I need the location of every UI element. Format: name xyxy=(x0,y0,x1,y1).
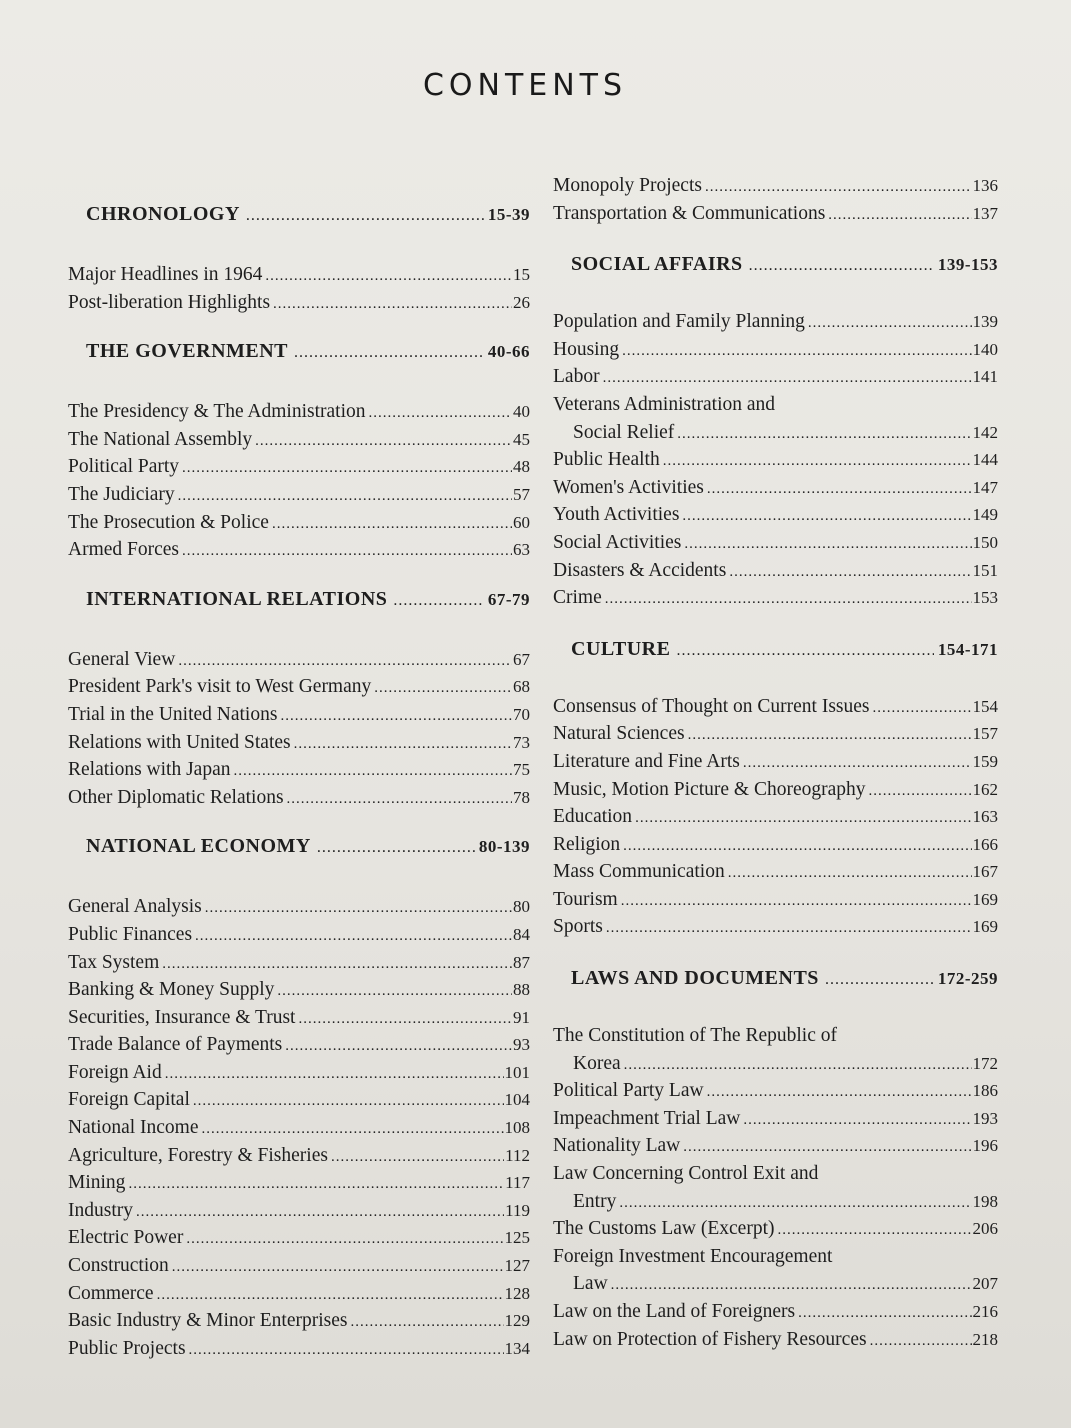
entry-page: 101 xyxy=(504,1062,530,1082)
toc-entry[interactable] xyxy=(553,1326,998,1354)
leader-dots xyxy=(619,1190,971,1218)
leader-dots xyxy=(707,476,972,504)
toc-entry[interactable] xyxy=(68,1224,530,1252)
toc-entry[interactable] xyxy=(68,1280,530,1308)
toc-section xyxy=(553,250,998,612)
leader-dots xyxy=(157,1282,504,1310)
entry-label: Veterans Administration and xyxy=(553,393,776,415)
entry-page: 57 xyxy=(513,484,530,504)
leader-dots xyxy=(743,750,972,778)
entry-list xyxy=(68,398,530,564)
toc-entry[interactable] xyxy=(553,886,998,914)
toc-entry[interactable] xyxy=(553,720,998,748)
leader-dots xyxy=(635,805,971,833)
leader-dots xyxy=(273,291,512,319)
toc-entry[interactable] xyxy=(553,913,998,941)
entry-label: Post-liberation Highlights xyxy=(68,291,271,313)
toc-entry[interactable] xyxy=(68,1086,530,1114)
entry-list xyxy=(68,261,530,316)
entry-page: 88 xyxy=(513,980,530,1000)
entry-label: Sports xyxy=(553,916,603,938)
leader-dots xyxy=(705,174,972,202)
page-title: CONTENTS xyxy=(422,68,628,103)
toc-section xyxy=(553,964,998,1353)
entry-continuation xyxy=(553,1270,998,1298)
leader-dots xyxy=(233,758,512,786)
entry-page: 198 xyxy=(972,1191,998,1211)
entry-page: 129 xyxy=(504,1311,530,1331)
leader-dots xyxy=(369,400,512,428)
entry-page: 218 xyxy=(972,1329,998,1349)
leader-dots xyxy=(128,1171,504,1199)
entry-label: Disasters & Accidents xyxy=(553,559,727,581)
entry-page: 163 xyxy=(972,807,998,827)
leader-dots xyxy=(178,483,512,511)
entry-page: 63 xyxy=(513,540,530,560)
toc-entry[interactable] xyxy=(68,756,530,784)
entry-label: Nationality Law xyxy=(553,1135,681,1157)
leader-dots xyxy=(624,1052,972,1080)
toc-entry[interactable] xyxy=(68,1197,530,1225)
entry-page: 139 xyxy=(972,312,998,332)
section-heading[interactable] xyxy=(553,250,998,278)
leader-dots xyxy=(317,834,475,862)
entry-label: Banking & Money Supply xyxy=(68,979,275,1001)
section-pages: 67-79 xyxy=(487,589,530,609)
toc-entry[interactable] xyxy=(68,729,530,757)
entry-page: 144 xyxy=(972,450,998,470)
entry-label: Population and Family Planning xyxy=(553,311,805,333)
toc-entry[interactable] xyxy=(553,858,998,886)
entry-page: 154 xyxy=(972,696,998,716)
section-heading[interactable] xyxy=(68,200,530,228)
entry-label: Basic Industry & Minor Enterprises xyxy=(68,1310,348,1332)
leader-dots xyxy=(202,1116,504,1144)
entry-label: General View xyxy=(68,648,176,670)
toc-entry[interactable] xyxy=(68,1114,530,1142)
leader-dots xyxy=(749,252,934,280)
entry-label: Foreign Aid xyxy=(68,1061,162,1083)
entry-label: Industry xyxy=(68,1199,133,1221)
entry-page: 67 xyxy=(513,649,530,669)
entry-page: 48 xyxy=(513,457,530,477)
entry-page: 172 xyxy=(972,1053,998,1073)
entry-page: 159 xyxy=(972,751,998,771)
entry-label: Foreign Investment Encouragement xyxy=(553,1245,833,1267)
toc-entry[interactable] xyxy=(68,481,530,509)
toc-entry[interactable] xyxy=(553,831,998,859)
entry-page: 75 xyxy=(513,760,530,780)
entry-label: Literature and Fine Arts xyxy=(553,750,740,772)
entry-page: 93 xyxy=(513,1035,530,1055)
entry-page: 128 xyxy=(504,1283,530,1303)
toc-entry[interactable] xyxy=(553,1022,998,1077)
section-pages: 139-153 xyxy=(937,255,998,275)
section-pages: 172-259 xyxy=(937,969,998,989)
leader-dots xyxy=(707,1079,972,1107)
toc-entry[interactable] xyxy=(68,289,530,317)
entry-label: Youth Activities xyxy=(553,504,680,526)
leader-dots xyxy=(621,888,972,916)
entry-page: 147 xyxy=(972,477,998,497)
leader-dots xyxy=(294,731,512,759)
entry-list xyxy=(68,646,530,812)
leader-dots xyxy=(265,263,512,291)
entry-label: Tourism xyxy=(553,888,618,910)
toc-entry[interactable] xyxy=(553,474,998,502)
leader-dots xyxy=(869,778,972,806)
entry-label: Social Activities xyxy=(553,531,682,553)
entry-page: 68 xyxy=(513,677,530,697)
entry-label: The Judiciary xyxy=(68,483,175,505)
toc-entry[interactable] xyxy=(553,1243,998,1298)
entry-label: The Customs Law (Excerpt) xyxy=(553,1218,775,1240)
leader-dots xyxy=(777,1217,971,1245)
toc-section xyxy=(553,635,998,941)
leader-dots xyxy=(178,648,512,676)
entry-label: Consensus of Thought on Current Issues xyxy=(553,695,870,717)
section-heading[interactable] xyxy=(553,635,998,663)
leader-dots xyxy=(280,703,512,731)
entry-label: General Analysis xyxy=(68,896,202,918)
leader-dots xyxy=(298,1006,512,1034)
toc-entry[interactable] xyxy=(68,893,530,921)
leader-dots xyxy=(828,202,971,230)
entry-label: Impeachment Trial Law xyxy=(553,1107,741,1129)
leader-dots xyxy=(182,538,512,566)
leader-dots xyxy=(676,637,933,665)
leader-dots xyxy=(682,503,971,531)
toc-entry[interactable] xyxy=(553,336,998,364)
entry-label: Tax System xyxy=(68,951,160,973)
entry-label-cont: Korea xyxy=(573,1052,621,1074)
entry-label: National Income xyxy=(68,1117,199,1139)
entry-label: Construction xyxy=(68,1255,169,1277)
section-heading[interactable] xyxy=(68,832,530,860)
entry-page: 193 xyxy=(972,1108,998,1128)
leader-dots xyxy=(605,586,972,614)
toc-entry[interactable] xyxy=(68,453,530,481)
entry-label: Securities, Insurance & Trust xyxy=(68,1006,296,1028)
leader-dots xyxy=(622,338,971,366)
toc-entry[interactable] xyxy=(553,1160,998,1215)
entry-label: Labor xyxy=(553,366,600,388)
entry-page: 157 xyxy=(972,724,998,744)
leader-dots xyxy=(172,1254,504,1282)
leader-dots xyxy=(165,1061,504,1089)
entry-page: 169 xyxy=(972,889,998,909)
entry-page: 78 xyxy=(513,787,530,807)
entry-label: Mining xyxy=(68,1172,126,1194)
entry-label: The National Assembly xyxy=(68,428,253,450)
entry-label: President Park's visit to West Germany xyxy=(68,676,372,698)
entry-label: Law on the Land of Foreigners xyxy=(553,1301,796,1322)
toc-entry[interactable] xyxy=(68,976,530,1004)
entry-page: 15 xyxy=(513,265,530,284)
entry-label: Political Party xyxy=(68,456,180,478)
entry-label-cont: Entry xyxy=(573,1190,617,1212)
entry-label: Other Diplomatic Relations xyxy=(68,786,284,808)
leader-dots xyxy=(677,421,971,449)
leader-dots xyxy=(684,531,971,559)
entry-list-continued xyxy=(553,172,998,227)
toc-entry[interactable] xyxy=(553,803,998,831)
entry-label: Trial in the United Nations xyxy=(68,703,278,725)
leader-dots xyxy=(603,365,972,393)
entry-label-cont: Social Relief xyxy=(573,421,675,443)
toc-entry[interactable] xyxy=(553,446,998,474)
entry-page: 142 xyxy=(972,422,998,442)
entry-page: 87 xyxy=(513,952,530,972)
toc-entry[interactable] xyxy=(68,646,530,674)
toc-entry[interactable] xyxy=(553,501,998,529)
leader-dots xyxy=(255,428,512,456)
entry-label: The Constitution of The Republic of xyxy=(553,1025,837,1047)
entry-page: 150 xyxy=(972,532,998,552)
entry-label: Commerce xyxy=(68,1282,154,1304)
entry-label: Political Party Law xyxy=(553,1080,704,1102)
toc-entry[interactable] xyxy=(553,391,998,446)
entry-label: Armed Forces xyxy=(68,539,180,561)
leader-dots xyxy=(331,1144,504,1172)
entry-page: 196 xyxy=(972,1136,998,1156)
entry-page: 140 xyxy=(972,339,998,359)
entry-list xyxy=(68,893,530,1362)
entry-label: Relations with United States xyxy=(68,731,291,753)
leader-dots xyxy=(285,1033,512,1061)
entry-label: The Presidency & The Administration xyxy=(68,401,366,423)
entry-list xyxy=(553,693,998,941)
toc-section xyxy=(68,832,530,1362)
entry-page: 186 xyxy=(972,1081,998,1101)
toc-entry[interactable] xyxy=(68,1307,530,1335)
toc-entry[interactable] xyxy=(68,921,530,949)
entry-page: 141 xyxy=(972,367,998,387)
entry-label: Public Projects xyxy=(68,1337,186,1359)
entry-list xyxy=(553,1022,998,1353)
entry-page: 45 xyxy=(513,429,530,449)
toc-entry[interactable] xyxy=(68,509,530,537)
leader-dots xyxy=(189,1337,504,1365)
left-column xyxy=(68,200,530,1362)
leader-dots xyxy=(287,786,512,814)
toc-entry[interactable] xyxy=(68,426,530,454)
toc-entry[interactable] xyxy=(553,776,998,804)
entry-page: 216 xyxy=(972,1302,998,1321)
toc-entry[interactable] xyxy=(68,1004,530,1032)
leader-dots xyxy=(374,675,512,703)
entry-label: Relations with Japan xyxy=(68,759,231,781)
toc-entry[interactable] xyxy=(68,1059,530,1087)
entry-label: Electric Power xyxy=(68,1227,184,1249)
leader-dots xyxy=(136,1199,504,1227)
right-column xyxy=(553,172,998,1353)
section-title: CULTURE xyxy=(571,637,671,660)
entry-label: Transportation & Communications xyxy=(553,202,826,224)
entry-page: 127 xyxy=(504,1256,530,1276)
toc-entry[interactable] xyxy=(553,693,998,721)
toc-entry[interactable] xyxy=(553,308,998,336)
entry-page: 149 xyxy=(972,505,998,525)
toc-entry[interactable] xyxy=(68,673,530,701)
toc-entry[interactable] xyxy=(68,261,530,289)
entry-continuation xyxy=(553,1188,998,1216)
toc-entry[interactable] xyxy=(68,1335,530,1363)
toc-entry[interactable] xyxy=(68,1142,530,1170)
leader-dots xyxy=(743,1107,971,1135)
leader-dots xyxy=(873,695,972,723)
leader-dots xyxy=(663,448,972,476)
entry-label: Natural Sciences xyxy=(553,723,685,745)
entry-label-cont: Law xyxy=(573,1273,608,1295)
entry-label: Education xyxy=(553,806,633,828)
entry-page: 167 xyxy=(972,862,998,882)
entry-page: 162 xyxy=(972,779,998,799)
section-title: SOCIAL AFFAIRS xyxy=(571,253,743,276)
toc-entry[interactable] xyxy=(68,949,530,977)
entry-label: Religion xyxy=(553,833,621,855)
toc-section xyxy=(68,337,530,564)
entry-label: Crime xyxy=(553,587,602,609)
leader-dots xyxy=(808,310,972,338)
toc-entry[interactable] xyxy=(68,1252,530,1280)
leader-dots xyxy=(193,1088,504,1116)
entry-label: Law Concerning Control Exit and xyxy=(553,1163,819,1185)
entry-page: 119 xyxy=(505,1200,530,1220)
entry-page: 153 xyxy=(972,588,998,608)
entry-page: 84 xyxy=(513,924,530,944)
leader-dots xyxy=(186,1226,503,1254)
toc-entry[interactable] xyxy=(553,1215,998,1243)
leader-dots xyxy=(606,915,972,943)
entry-page: 91 xyxy=(513,1007,530,1027)
toc-section xyxy=(68,585,530,812)
section-title: THE GOVERNMENT xyxy=(86,340,289,363)
leader-dots xyxy=(272,511,512,539)
entry-page: 70 xyxy=(513,704,530,724)
entry-page: 206 xyxy=(972,1219,998,1239)
section-pages: 15-39 xyxy=(487,205,530,224)
entry-page: 136 xyxy=(972,176,998,195)
entry-page: 169 xyxy=(972,917,998,937)
entry-label: Mass Communication xyxy=(553,861,725,883)
section-pages: 80-139 xyxy=(478,837,530,857)
section-title: LAWS AND DOCUMENTS xyxy=(571,967,819,990)
section-pages: 40-66 xyxy=(487,342,530,362)
leader-dots xyxy=(195,923,512,951)
entry-page: 73 xyxy=(513,732,530,752)
entry-page: 117 xyxy=(505,1173,530,1193)
entry-label: Agriculture, Forestry & Fisheries xyxy=(68,1144,328,1166)
leader-dots xyxy=(728,860,972,888)
section-pages: 154-171 xyxy=(937,639,998,659)
entry-label: Public Health xyxy=(553,449,660,471)
entry-page: 108 xyxy=(504,1118,530,1138)
leader-dots xyxy=(825,966,934,994)
leader-dots xyxy=(870,1328,972,1356)
entry-page: 26 xyxy=(513,292,530,312)
toc-entry[interactable] xyxy=(553,584,998,612)
toc-entry[interactable] xyxy=(553,200,998,228)
entry-page: 80 xyxy=(513,897,530,917)
entry-page: 134 xyxy=(504,1338,530,1358)
section-title: NATIONAL ECONOMY xyxy=(86,835,311,858)
entry-label: Monopoly Projects xyxy=(553,175,702,196)
toc-entry[interactable] xyxy=(68,701,530,729)
entry-page: 166 xyxy=(972,834,998,854)
section-title: INTERNATIONAL RELATIONS xyxy=(86,587,388,610)
entry-label: Foreign Capital xyxy=(68,1089,190,1111)
entry-label: Housing xyxy=(553,338,620,360)
entry-label: The Prosecution & Police xyxy=(68,511,269,533)
toc-entry[interactable] xyxy=(553,529,998,557)
entry-page: 104 xyxy=(504,1090,530,1110)
entry-page: 40 xyxy=(513,402,530,422)
toc-entry[interactable] xyxy=(553,1077,998,1105)
entry-label: Trade Balance of Payments xyxy=(68,1034,283,1056)
toc-section xyxy=(68,200,530,316)
entry-page: 112 xyxy=(505,1145,530,1165)
entry-list xyxy=(553,308,998,612)
leader-dots xyxy=(623,833,971,861)
toc-entry[interactable] xyxy=(553,172,998,200)
leader-dots xyxy=(205,895,512,923)
entry-page: 125 xyxy=(504,1228,530,1248)
section-heading[interactable] xyxy=(68,585,530,613)
toc-entry[interactable] xyxy=(68,1169,530,1197)
leader-dots xyxy=(683,1134,971,1162)
leader-dots xyxy=(182,455,512,483)
entry-label: Major Headlines in 1964 xyxy=(68,264,263,285)
leader-dots xyxy=(277,978,512,1006)
toc-entry[interactable] xyxy=(553,748,998,776)
leader-dots xyxy=(294,339,484,367)
entry-continuation xyxy=(553,419,998,447)
entry-label: Women's Activities xyxy=(553,476,704,498)
entry-label: Law on Protection of Fishery Resources xyxy=(553,1328,867,1350)
leader-dots xyxy=(162,951,512,979)
leader-dots xyxy=(688,722,972,750)
entry-page: 207 xyxy=(972,1274,998,1294)
leader-dots xyxy=(246,202,484,230)
leader-dots xyxy=(393,587,483,615)
toc-entry[interactable] xyxy=(553,1105,998,1133)
leader-dots xyxy=(611,1272,972,1300)
entry-label: Music, Motion Picture & Choreography xyxy=(553,778,866,800)
toc-entry[interactable] xyxy=(553,557,998,585)
toc-entry[interactable] xyxy=(68,784,530,812)
toc-entry[interactable] xyxy=(68,398,530,426)
entry-page: 60 xyxy=(513,512,530,532)
section-heading[interactable] xyxy=(553,964,998,992)
toc-entry[interactable] xyxy=(553,1132,998,1160)
toc-entry[interactable] xyxy=(553,363,998,391)
leader-dots xyxy=(350,1309,503,1337)
leader-dots xyxy=(729,559,971,587)
leader-dots xyxy=(798,1300,971,1328)
entry-page: 151 xyxy=(972,560,998,580)
section-heading[interactable] xyxy=(68,337,530,365)
entry-label: Public Finances xyxy=(68,923,193,945)
toc-entry[interactable] xyxy=(68,1031,530,1059)
entry-page: 137 xyxy=(972,203,998,223)
section-title: CHRONOLOGY xyxy=(86,203,240,225)
toc-entry[interactable] xyxy=(553,1298,998,1326)
toc-entry[interactable] xyxy=(68,536,530,564)
entry-continuation xyxy=(553,1050,998,1078)
